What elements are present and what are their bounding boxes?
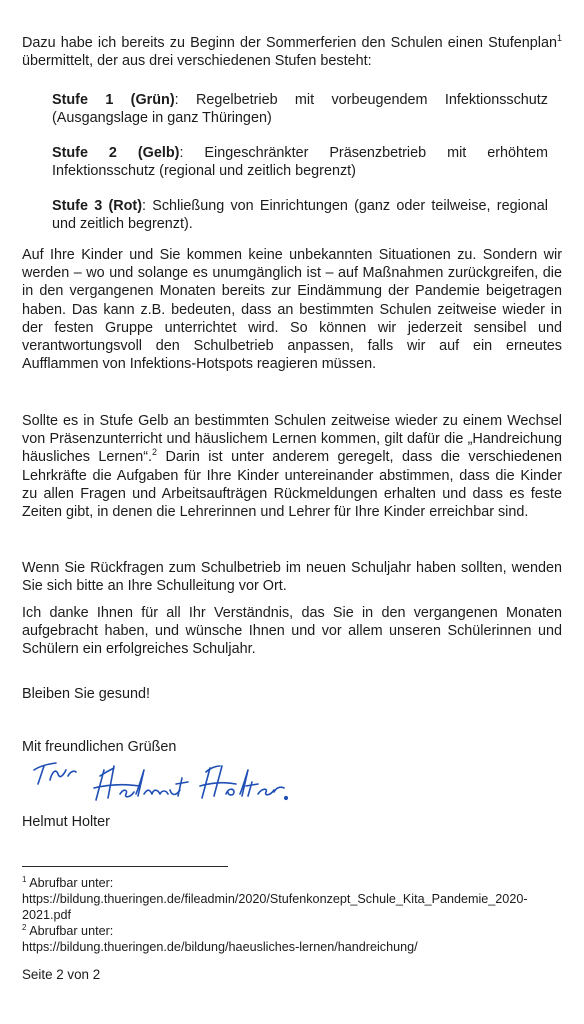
- greeting: Mit freundlichen Grüßen: [22, 739, 177, 755]
- stufe-2: [52, 144, 548, 180]
- footnote-2-number: 2: [22, 922, 27, 932]
- handwritten-signature: [30, 754, 290, 810]
- paragraph-stufe-gelb: [22, 412, 562, 521]
- closing-wish: Bleiben Sie gesund!: [22, 686, 151, 702]
- footnote-2-link[interactable]: https://bildung.thueringen.de/bildung/haeusliches-lernen/handreichung/: [22, 940, 418, 954]
- stufe-1-label: Stufe 1 (Grün): [52, 92, 175, 108]
- paragraph-3-text-b: Darin ist unter anderem geregelt, dass die verschiedenen Lehrkräfte die Aufgaben für Ihre Kinder untereinander abstimmen, dass die Kinder zu allen Fragen und Arbeitsaufträgen Rückmeldungen erhalten und dass es feste Zeiten gibt, in denen die Lehrerinnen und Lehrer für Ihre Kinder erreichbar sind.: [22, 449, 562, 521]
- paragraph-situationen: Auf Ihre Kinder und Sie kommen keine unbekannten Situationen zu. Sondern wir werden – wo und solange es unumgänglich ist – auf Maßnahmen zurückgreifen, die in den vergangenen Monaten bereits zur Eindämmung der Pandemie beigetragen haben. Das kann z.B. bedeuten, dass an bestimmten Schulen zeitweise wieder in der festen Gruppe unterrichtet wird. So können wir jederzeit sensibel und verantwortungsvoll den Schulbetrieb anpassen, falls wir auf ein erneutes Aufflammen von Infektions-Hotspots reagieren müssen.: [22, 247, 562, 373]
- footnote-1-number: 1: [22, 874, 27, 884]
- footnotes: [22, 875, 562, 955]
- footnote-ref-2: 2: [152, 447, 158, 458]
- stufe-1: [52, 91, 548, 127]
- intro-text-a: Dazu habe ich bereits zu Beginn der Sommerferien den Schulen einen Stufenplan: [22, 35, 557, 51]
- signer-name: Helmut Holter: [22, 814, 110, 830]
- stufe-3-text: : Schließung von Einrichtungen (ganz oder teilweise, regional und zeitlich begrenzt).: [52, 198, 548, 233]
- paragraph-rueckfragen: Wenn Sie Rückfragen zum Schulbetrieb im neuen Schuljahr haben sollten, wenden Sie sich bitte an Ihre Schulleitung vor Ort.: [22, 560, 562, 595]
- footnote-2-label: [22, 923, 562, 939]
- footnote-ref-1: 1: [556, 33, 562, 44]
- intro-text-b: übermittelt, der aus drei verschiedenen Stufen besteht:: [22, 53, 372, 70]
- footnote-divider: [22, 866, 228, 867]
- footnote-1-label: [22, 875, 562, 891]
- paragraph-dank: Ich danke Ihnen für all Ihr Verständnis, das Sie in den vergangenen Monaten aufgebracht haben, und wünsche Ihnen und vor allem unseren Schülerinnen und Schülern ein erfolgreiches Schuljahr.: [22, 605, 562, 658]
- stufe-3-label: Stufe 3 (Rot): [52, 198, 142, 214]
- footnote-1-label-text: Abrufbar unter:: [26, 876, 114, 890]
- stufe-1-text: : Regelbetrieb mit vorbeugendem Infektionsschutz (Ausgangslage in ganz Thüringen): [52, 92, 549, 127]
- stufe-2-label: Stufe 2 (Gelb): [52, 145, 180, 161]
- stufe-3: [52, 197, 548, 233]
- footnote-2-label-text: Abrufbar unter:: [26, 924, 114, 938]
- footnote-1-link[interactable]: https://bildung.thueringen.de/fileadmin/2020/Stufenkonzept_Schule_Kita_Pandemie_2020-2021.pdf: [22, 892, 528, 922]
- paragraph-3-text-a: Sollte es in Stufe Gelb an bestimmten Schulen zeitweise wieder zu einem Wechsel von Präsenzunterricht und häuslichem Lernen kommen, gilt dafür die „Handreichung häusliches Lernen“.: [22, 413, 562, 466]
- stufe-2-text: : Eingeschränkter Präsenzbetrieb mit erhöhtem Infektionsschutz (regional und zeitlich begrenzt): [52, 145, 549, 180]
- intro-paragraph: [22, 34, 562, 70]
- page-number: Seite 2 von 2: [22, 967, 101, 982]
